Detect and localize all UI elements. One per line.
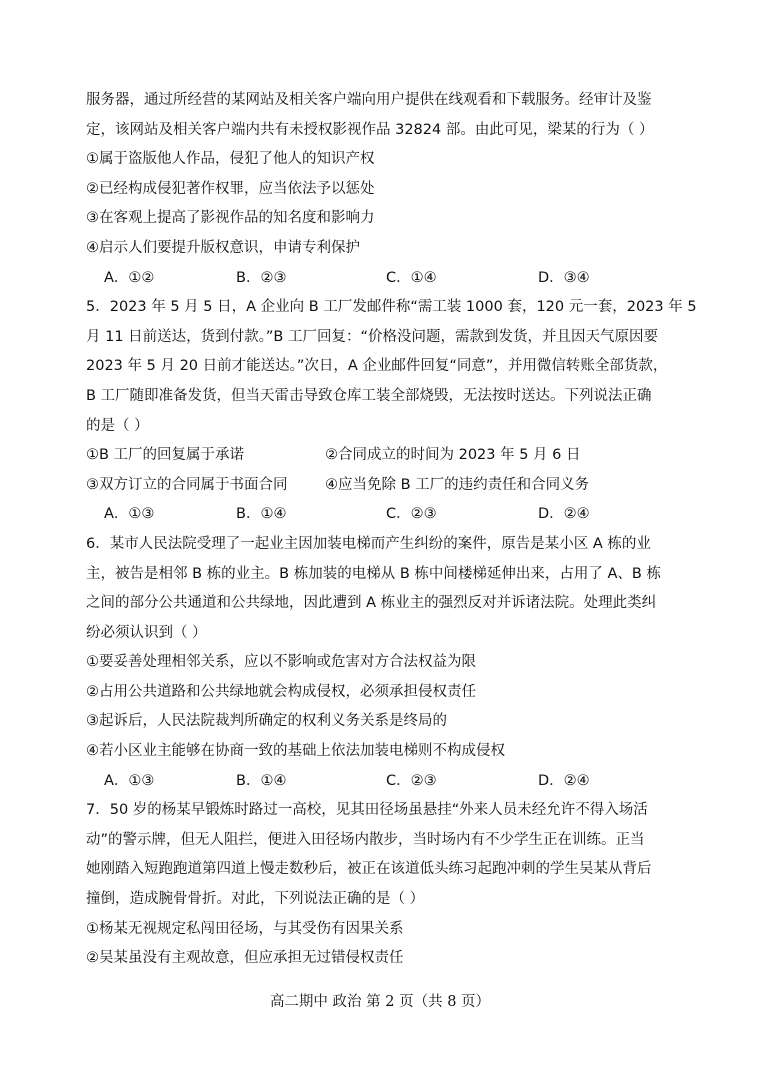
page-footer: 高二期中 政治 第 2 页（共 8 页） [269, 994, 491, 1010]
q5-statements-row-1 [86, 441, 686, 471]
q6-stem-line: 纷必须认识到（ ） [86, 624, 207, 641]
q4-option-b: B．②③ [236, 269, 287, 286]
q6-option-a: A．①③ [104, 772, 155, 789]
q7-stem-line: 她刚踏入短跑跑道第四道上慢走数秒后，被正在该道低头练习起跑冲刺的学生吴某从背后 [86, 861, 652, 878]
q5-stem-line: 月 11 日前送达，货到付款。”B 工厂回复：“价格没问题，需款到发货，并且因天气原因要 [86, 328, 658, 345]
question-4 [86, 86, 686, 293]
q6-stem-line: 6．某市人民法院受理了一起业主因加装电梯而产生纠纷的案件，原告是某小区 A 栋的业 [86, 535, 651, 552]
q5-statements-row-2 [86, 471, 686, 501]
q4-option-c: C．①④ [386, 269, 437, 286]
q7-stem-line: 撞倒，造成腕骨骨折。对此，下列说法正确的是（ ） [86, 891, 425, 908]
q6-option-d: D．②④ [538, 772, 590, 789]
page-content [86, 86, 697, 974]
q4-statement-3: ③在客观上提高了影视作品的知名度和影响力 [86, 210, 375, 227]
q6-statement-3: ③起诉后，人民法院裁判所确定的权利义务关系是终局的 [86, 713, 447, 730]
q5-option-c: C．②③ [386, 506, 437, 523]
q5-option-d: D．②④ [538, 506, 590, 523]
q5-stem-line: B 工厂随即准备发货，但当天雷击导致仓库工装全部烧毁，无法按时送达。下列说法正确 [86, 387, 652, 404]
q7-stem-line: 动”的警示牌，但无人阻拦，便进入田径场内散步，当时场内有不少学生正在训练。正当 [86, 831, 645, 848]
q5-statement-2: ②合同成立的时间为 2023 年 5 月 6 日 [325, 447, 581, 464]
q5-stem-line: 5．2023 年 5 月 5 日，A 企业向 B 工厂发邮件称“需工装 1000 套，120 元一套，2023 年 5 [86, 299, 697, 316]
q4-statement-2: ②已经构成侵犯著作权罪，应当依法予以惩处 [86, 180, 375, 197]
q6-option-c: C．②③ [386, 772, 437, 789]
question-7 [86, 796, 686, 974]
q6-stem-line: 之间的部分公共通道和公共绿地，因此遭到 A 栋业主的强烈反对并诉诸法院。处理此类纠 [86, 595, 657, 612]
question-6 [86, 530, 686, 796]
q7-statement-1: ①杨某无视规定私闯田径场，与其受伤有因果关系 [86, 920, 404, 937]
q5-stem-line: 2023 年 5 月 20 日前才能送达。”次日，A 企业邮件回复“同意”，并用微信转账全部货款， [86, 358, 668, 375]
q5-statement-4: ④应当免除 B 工厂的违约责任和合同义务 [325, 476, 590, 493]
q7-statement-2: ②吴某虽没有主观故意，但应承担无过错侵权责任 [86, 950, 404, 967]
q4-options [86, 264, 686, 294]
q5-statement-1: ①B 工厂的回复属于承诺 [86, 447, 245, 464]
q6-options [86, 767, 686, 797]
q4-option-a: A．①② [104, 269, 155, 286]
q6-statement-1: ①要妥善处理相邻关系，应以不影响或危害对方合法权益为限 [86, 654, 476, 671]
q4-statement-1: ①属于盗版他人作品，侵犯了他人的知识产权 [86, 151, 375, 168]
q6-statement-2: ②占用公共道路和公共绿地就会构成侵权，必须承担侵权责任 [86, 683, 476, 700]
q4-stem-line: 服务器，通过所经营的某网站及相关客户端向用户提供在线观看和下载服务。经审计及鉴 [86, 92, 652, 108]
q4-statement-4: ④启示人们要提升版权意识，申请专利保护 [86, 239, 360, 256]
q6-option-b: B．①④ [236, 772, 287, 789]
q6-statement-4: ④若小区业主能够在协商一致的基础上依法加装电梯则不构成侵权 [86, 743, 505, 760]
q4-option-d: D．③④ [538, 269, 590, 286]
q7-stem-line: 7．50 岁的杨某早锻炼时路过一高校，见其田径场虽悬挂“外来人员未经允许不得入场活 [86, 802, 648, 819]
q4-stem-line: 定，该网站及相关客户端内共有未授权影视作品 32824 部。由此可见，梁某的行为（ ） [86, 121, 654, 138]
question-5 [86, 293, 697, 530]
q5-options [86, 500, 686, 530]
q5-stem-line: 的是（ ） [86, 417, 149, 434]
q5-option-b: B．①④ [236, 506, 287, 523]
q5-option-a: A．①③ [104, 506, 155, 523]
q5-statement-3: ③双方订立的合同属于书面合同 [86, 476, 288, 493]
q6-stem-line: 主，被告是相邻 B 栋的业主。B 栋加装的电梯从 B 栋中间楼梯延伸出来，占用了 A、B 栋 [86, 565, 661, 582]
